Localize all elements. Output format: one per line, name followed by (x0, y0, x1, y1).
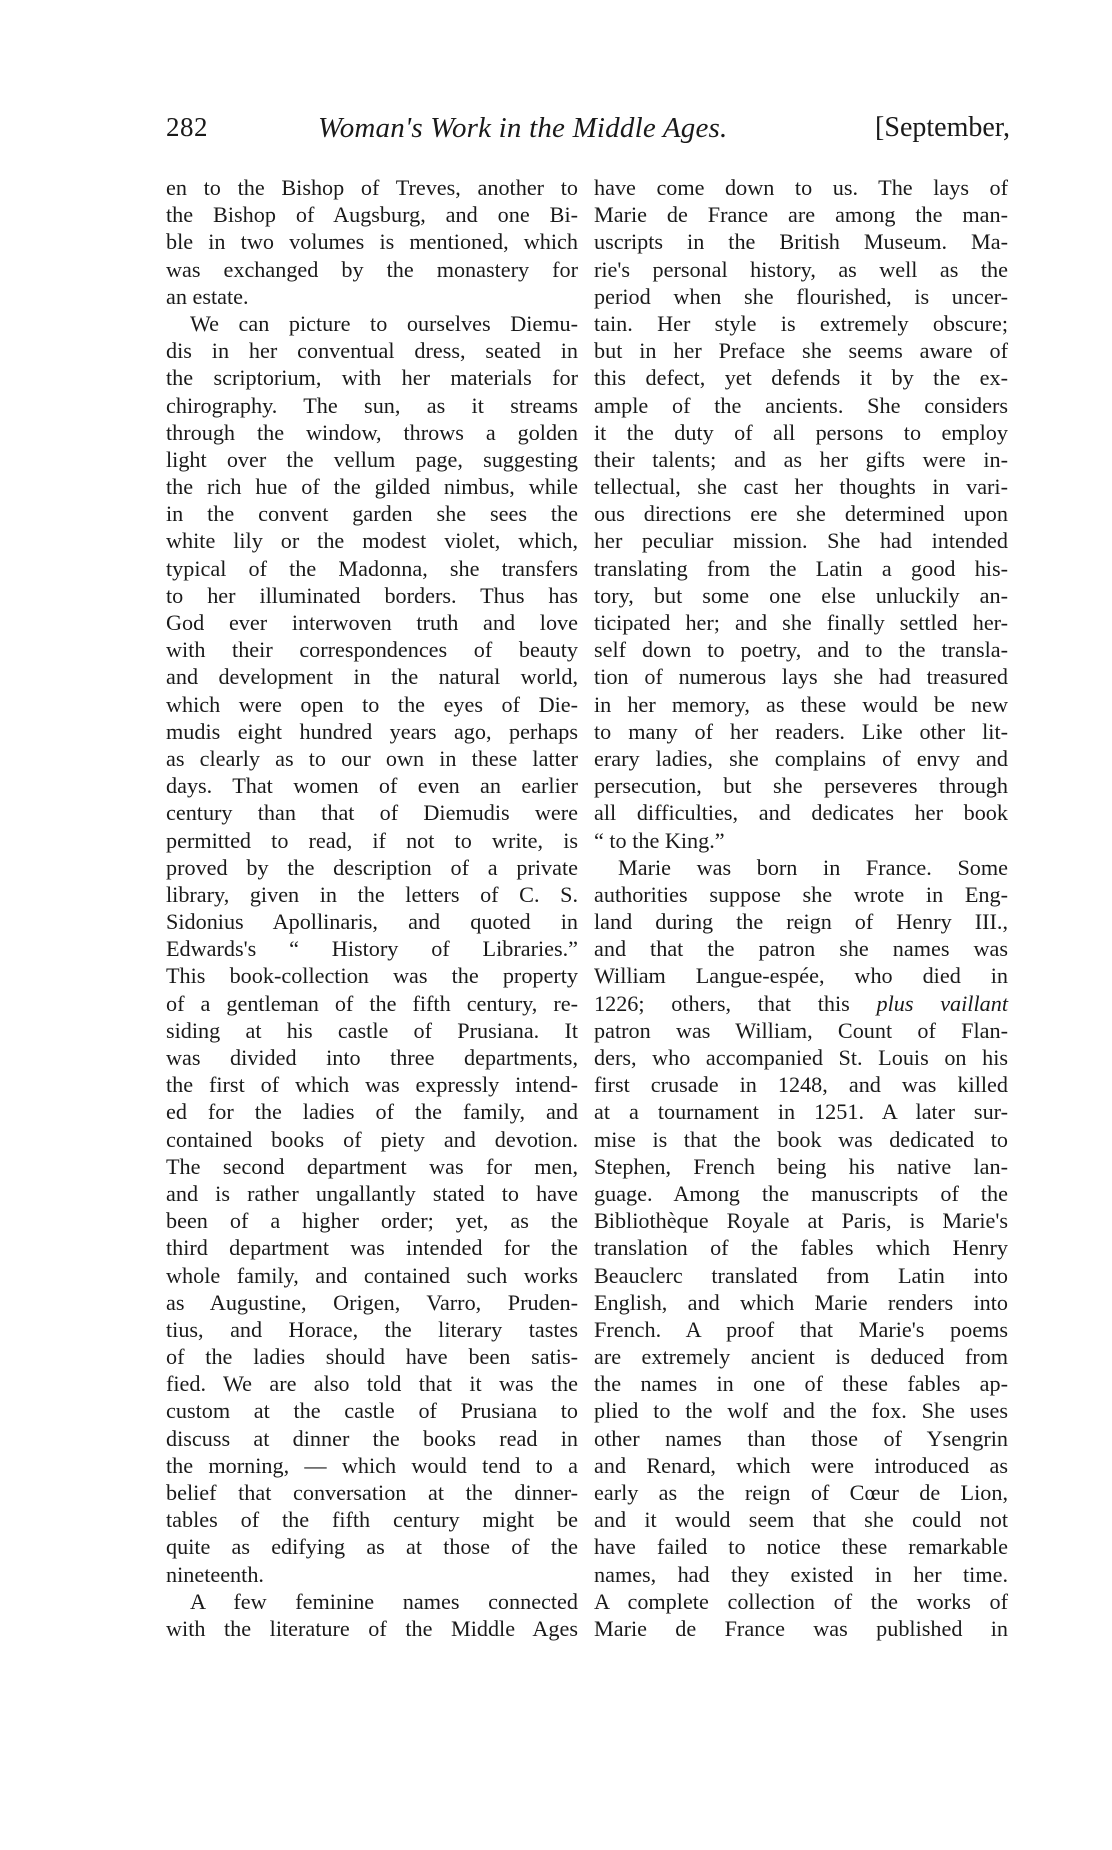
text-line-content: ble in two volumes is mentioned, which (166, 229, 578, 255)
text-line-content: white lily or the modest violet, which, (166, 528, 578, 554)
text-line (166, 1479, 578, 1506)
text-line-content: land during the reign of Henry III., (594, 909, 1008, 935)
text-line-content: this defect, yet defends it by the ex- (594, 365, 1008, 391)
text-line (594, 1234, 1008, 1261)
text-line-content: through the window, throws a golden (166, 419, 578, 445)
text-line-content: library, given in the letters of C. S. (166, 881, 578, 907)
text-line (166, 1588, 578, 1615)
text-line (166, 392, 578, 419)
text-line (166, 1425, 578, 1452)
text-line-content: in the convent garden she sees the (166, 501, 578, 527)
text-line (594, 962, 1008, 989)
text-line-content: it the duty of all persons to employ (594, 419, 1008, 445)
text-line-content: have failed to notice these remarkable (594, 1534, 1008, 1560)
text-line-content: translating from the Latin a good his- (594, 555, 1008, 581)
text-line-content: as Augustine, Origen, Varro, Pruden- (166, 1289, 578, 1315)
text-line-content: persecution, but she perseveres through (594, 773, 1008, 799)
text-line-content: as clearly as to our own in these latter (166, 745, 578, 771)
text-line-content: other names than those of Ysengrin (594, 1425, 1008, 1451)
text-line-content: custom at the castle of Prusiana to (166, 1398, 578, 1424)
text-line (594, 609, 1008, 636)
text-line-content: tellectual, she cast her thoughts in vari- (594, 474, 1008, 500)
text-line-content: the morning, — which would tend to a (166, 1452, 578, 1478)
text-line (594, 310, 1008, 337)
text-line (594, 990, 1008, 1017)
text-line (166, 364, 578, 391)
text-line-content: Edwards's “ History of Libraries.” (166, 936, 578, 962)
text-line (594, 419, 1008, 446)
text-line-content: ders, who accompanied St. Louis on his (594, 1045, 1008, 1070)
text-line (594, 1397, 1008, 1424)
text-line (594, 1262, 1008, 1289)
text-line (166, 582, 578, 609)
text-line (166, 1098, 578, 1125)
text-line (166, 1370, 578, 1397)
left-text-column (166, 174, 578, 1642)
text-line (594, 256, 1008, 283)
text-line (166, 174, 578, 201)
text-line-content: ed for the ladies of the family, and (166, 1099, 578, 1125)
text-line (594, 1588, 1008, 1615)
text-line-content: permitted to read, if not to write, is (166, 827, 578, 853)
text-line-content: discuss at dinner the books read in (166, 1425, 578, 1451)
text-line (166, 1343, 578, 1370)
text-line-content: Marie de France are among the man- (594, 202, 1008, 228)
text-line-content: ticipated her; and she finally settled her- (594, 610, 1008, 635)
text-line (594, 1316, 1008, 1343)
text-line-content: The second department was for men, (166, 1153, 578, 1179)
text-line (594, 1126, 1008, 1153)
text-line-content: typical of the Madonna, she transfers (166, 555, 578, 581)
text-line-content: of the ladies should have been satis- (166, 1344, 578, 1370)
text-line (594, 1153, 1008, 1180)
text-line (166, 419, 578, 446)
text-line-content: translation of the fables which Henry (594, 1235, 1008, 1261)
text-line-content: en to the Bishop of Treves, another to (166, 175, 578, 200)
text-line-content: to many of her readers. Like other lit- (594, 718, 1008, 744)
text-line (166, 663, 578, 690)
text-line-content: the scriptorium, with her materials for (166, 365, 578, 391)
text-line-content: the Bishop of Augsburg, and one Bi- (166, 202, 578, 228)
text-line-content: period when she flourished, is uncer- (594, 283, 1008, 309)
text-line (166, 1533, 578, 1560)
text-line-content: William Langue-espée, who died in (594, 963, 1008, 989)
text-line (166, 1126, 578, 1153)
text-line (166, 1506, 578, 1533)
text-line (166, 908, 578, 935)
text-line (594, 663, 1008, 690)
text-line-content: We can picture to ourselves Diemu- (190, 310, 578, 336)
text-line-content: plied to the wolf and the fox. She uses (594, 1398, 1008, 1424)
text-line-content: names, had they existed in her time. (594, 1561, 1008, 1587)
text-line-content: authorities suppose she wrote in Eng- (594, 881, 1008, 907)
text-line-content: been of a higher order; yet, as the (166, 1208, 578, 1234)
text-line-content: belief that conversation at the dinner- (166, 1480, 578, 1505)
text-line-content: her peculiar mission. She had intended (594, 528, 1008, 554)
text-line (594, 201, 1008, 228)
text-line-content: century than that of Diemudis were (166, 800, 578, 826)
running-header (166, 112, 1016, 152)
right-text-column (594, 174, 1008, 1642)
text-line (166, 745, 578, 772)
text-line-content: uscripts in the British Museum. Ma- (594, 229, 1008, 255)
text-line (594, 799, 1008, 826)
text-line-content: ous directions ere she determined upon (594, 501, 1008, 527)
text-line (594, 1561, 1008, 1588)
text-line (594, 364, 1008, 391)
text-line-content: Beauclerc translated from Latin into (594, 1262, 1008, 1288)
text-line (594, 908, 1008, 935)
text-line (166, 228, 578, 255)
text-line-content: and development in the natural world, (166, 664, 578, 690)
text-line-content: fied. We are also told that it was the (166, 1371, 578, 1397)
text-line-content: rie's personal history, as well as the (594, 256, 1008, 282)
text-line-content: was exchanged by the monastery for (166, 256, 578, 282)
text-line (166, 256, 578, 283)
text-line (594, 745, 1008, 772)
italic-phrase: plus vaillant (876, 990, 1008, 1016)
text-line (594, 1289, 1008, 1316)
text-line (594, 636, 1008, 663)
text-line-content: which were open to the eyes of Die- (166, 691, 578, 717)
text-line (594, 473, 1008, 500)
text-line-content: This book-collection was the property (166, 963, 578, 989)
text-line (594, 174, 1008, 201)
text-line-content: Stephen, French being his native lan- (594, 1153, 1008, 1179)
text-line (594, 1452, 1008, 1479)
text-line (594, 527, 1008, 554)
text-line-content: English, and which Marie renders into (594, 1289, 1008, 1315)
text-line-content: quite as edifying as at those of the (166, 1534, 578, 1560)
text-line (594, 772, 1008, 799)
text-line (166, 691, 578, 718)
text-line (166, 854, 578, 881)
text-line-content: 1226; others, that this (594, 990, 877, 1016)
text-line (594, 555, 1008, 582)
text-line-content: tius, and Horace, the literary tastes (166, 1316, 578, 1342)
text-line-content: with their correspondences of beauty (166, 637, 578, 663)
text-line-content: ample of the ancients. She considers (594, 392, 1008, 418)
text-line (594, 500, 1008, 527)
text-line (594, 827, 1008, 854)
text-line-content: Bibliothèque Royale at Paris, is Marie's (594, 1208, 1008, 1234)
text-line (166, 1289, 578, 1316)
text-line-content: mise is that the book was dedicated to (594, 1126, 1008, 1152)
text-line (166, 500, 578, 527)
text-line-content: an estate. (166, 283, 249, 309)
text-line (166, 283, 578, 310)
running-date: [September, (875, 112, 1010, 143)
text-line (166, 337, 578, 364)
page-number: 282 (166, 112, 208, 142)
text-line-content: God ever interwoven truth and love (166, 610, 578, 635)
text-line (594, 1071, 1008, 1098)
text-line-content: and is rather ungallantly stated to have (166, 1180, 578, 1206)
text-line-content: self down to poetry, and to the transla- (594, 637, 1008, 663)
text-line-content: siding at his castle of Prusiana. It (166, 1017, 578, 1043)
text-line (166, 1316, 578, 1343)
text-line-content: all difficulties, and dedicates her book (594, 800, 1008, 826)
text-line-content: erary ladies, she complains of envy and (594, 745, 1008, 771)
text-line (166, 527, 578, 554)
text-line-content: “ to the King.” (594, 827, 725, 853)
text-line (594, 854, 1008, 881)
text-line-content: French. A proof that Marie's poems (594, 1316, 1008, 1342)
text-line (594, 1098, 1008, 1125)
text-line-content: third department was intended for the (166, 1235, 578, 1261)
text-line (166, 1615, 578, 1642)
text-line (594, 1479, 1008, 1506)
text-line-content: but in her Preface she seems aware of (594, 338, 1008, 364)
text-line-content: contained books of piety and devotion. (166, 1126, 578, 1152)
text-line (166, 446, 578, 473)
text-line-content: tory, but some one else unluckily an- (594, 582, 1008, 608)
text-line (166, 636, 578, 663)
text-line (594, 1207, 1008, 1234)
text-line-content: and that the patron she names was (594, 936, 1008, 962)
text-line-content: A few feminine names connected (190, 1588, 578, 1614)
text-line-content: of a gentleman of the fifth century, re- (166, 990, 578, 1016)
text-line-content: in her memory, as these would be new (594, 691, 1008, 717)
text-line (594, 1180, 1008, 1207)
text-line (166, 1207, 578, 1234)
text-line (594, 1506, 1008, 1533)
text-line (166, 1452, 578, 1479)
text-line-content: proved by the description of a private (166, 854, 578, 880)
text-line (594, 691, 1008, 718)
text-line-content: are extremely ancient is deduced from (594, 1344, 1008, 1370)
text-line (594, 1370, 1008, 1397)
text-line (594, 337, 1008, 364)
text-line (166, 609, 578, 636)
text-line-content: was divided into three departments, (166, 1045, 578, 1070)
text-line (166, 1262, 578, 1289)
text-line-content: the names in one of these fables ap- (594, 1371, 1008, 1397)
running-title: Woman's Work in the Middle Ages. (318, 112, 728, 144)
text-line-content: at a tournament in 1251. A later sur- (594, 1099, 1008, 1125)
text-line (594, 446, 1008, 473)
text-line (166, 881, 578, 908)
text-line-content: have come down to us. The lays of (594, 175, 1008, 200)
text-line (166, 1180, 578, 1207)
text-line (594, 582, 1008, 609)
text-line-content: early as the reign of Cœur de Lion, (594, 1480, 1008, 1505)
text-line (166, 473, 578, 500)
text-line-content: A complete collection of the works of (594, 1588, 1008, 1614)
text-line (594, 1425, 1008, 1452)
text-line (594, 392, 1008, 419)
text-line-content: patron was William, Count of Flan- (594, 1017, 1008, 1043)
text-line-content: first crusade in 1248, and was killed (594, 1072, 1008, 1098)
text-line (166, 772, 578, 799)
text-line (166, 201, 578, 228)
text-line (166, 1017, 578, 1044)
text-line-content: days. That women of even an earlier (166, 773, 578, 799)
text-line (594, 1615, 1008, 1642)
text-line-content: tion of numerous lays she had treasured (594, 664, 1008, 690)
text-line (166, 718, 578, 745)
text-line (594, 1533, 1008, 1560)
text-line-content: chirography. The sun, as it streams (166, 392, 578, 418)
text-line-content: whole family, and contained such works (166, 1262, 578, 1288)
text-line-content: and it would seem that she could not (594, 1507, 1008, 1533)
text-line-content: and Renard, which were introduced as (594, 1452, 1008, 1478)
text-line (166, 935, 578, 962)
text-line (594, 1044, 1008, 1071)
text-line (594, 1017, 1008, 1044)
text-line (166, 1561, 578, 1588)
text-line-content: Marie de France was published in (594, 1615, 1008, 1641)
text-line-content: tain. Her style is extremely obscure; (594, 310, 1008, 336)
text-line-content: mudis eight hundred years ago, perhaps (166, 718, 578, 744)
text-line-content: tables of the fifth century might be (166, 1507, 578, 1533)
text-line (166, 962, 578, 989)
text-line (166, 990, 578, 1017)
text-line (594, 283, 1008, 310)
text-line-content: the rich hue of the gilded nimbus, while (166, 474, 578, 500)
text-line (166, 310, 578, 337)
text-line (594, 1343, 1008, 1370)
text-line-content: the first of which was expressly intend- (166, 1072, 578, 1098)
text-line-content: Sidonius Apollinaris, and quoted in (166, 909, 578, 935)
text-line (166, 1234, 578, 1261)
text-line (166, 1044, 578, 1071)
text-line (166, 1071, 578, 1098)
text-line-content: with the literature of the Middle Ages (166, 1615, 578, 1641)
text-line (594, 228, 1008, 255)
text-line (166, 1397, 578, 1424)
text-line-content: nineteenth. (166, 1561, 264, 1587)
text-line (594, 881, 1008, 908)
text-line (594, 718, 1008, 745)
text-line-content: light over the vellum page, suggesting (166, 446, 578, 472)
text-line (166, 555, 578, 582)
text-line (166, 799, 578, 826)
text-line-content: to her illuminated borders. Thus has (166, 582, 578, 608)
text-line-content: Marie was born in France. Some (618, 854, 1008, 880)
text-line-content: their talents; and as her gifts were in- (594, 446, 1008, 472)
text-line-content: guage. Among the manuscripts of the (594, 1180, 1008, 1206)
text-line (594, 935, 1008, 962)
text-line (166, 827, 578, 854)
text-line (166, 1153, 578, 1180)
text-line-content: dis in her conventual dress, seated in (166, 338, 578, 364)
